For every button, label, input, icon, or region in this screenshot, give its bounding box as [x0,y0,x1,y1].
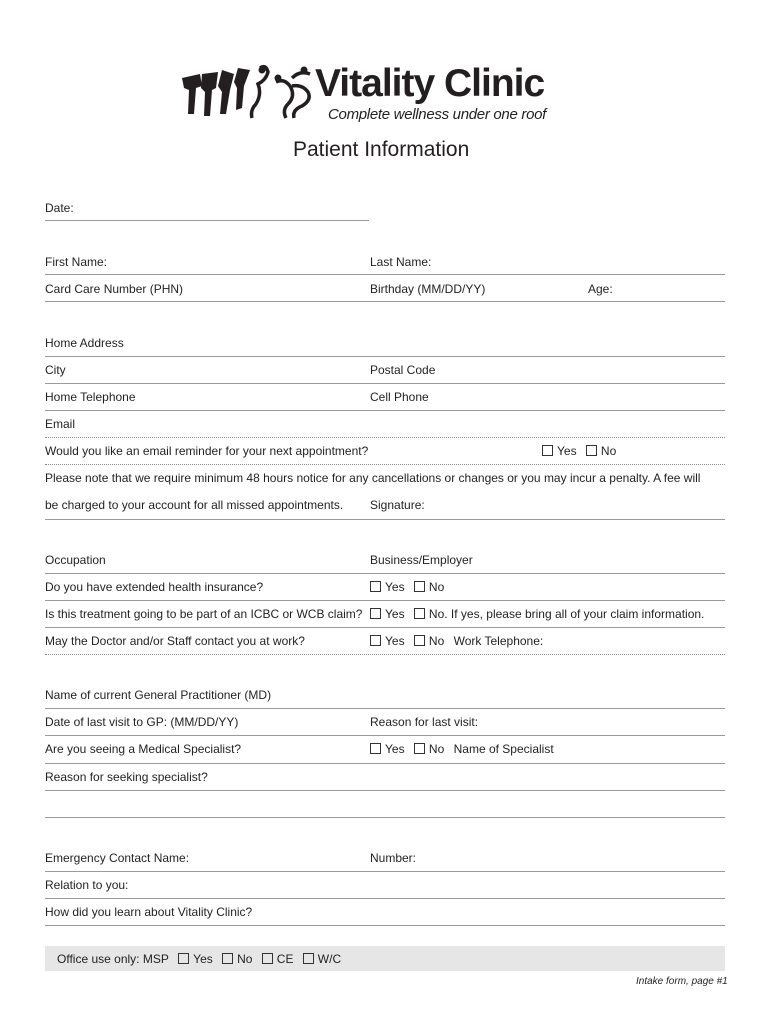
icbc-wcb-yes[interactable]: Yes [370,607,405,621]
email-reminder-options [542,444,622,458]
checkbox-icon[interactable] [542,445,553,456]
city-field-line[interactable] [45,383,725,384]
icbc-wcb-line [45,627,725,628]
office-msp-yes[interactable]: Yes [178,952,213,966]
office-use-options [57,952,347,966]
office-msp-no[interactable]: No [222,952,252,966]
checkbox-icon[interactable] [303,953,314,964]
checkbox-icon[interactable] [370,581,381,592]
work-telephone-label: Work Telephone: [453,634,544,648]
checkbox-icon[interactable] [586,445,597,456]
first-name-label: First Name: [45,255,108,269]
card-care-label: Card Care Number (PHN) [45,282,184,296]
office-wc[interactable]: W/C [303,952,341,966]
contact-at-work-yes[interactable]: Yes [370,634,405,648]
name-field-line[interactable] [45,274,725,275]
work-telephone-field[interactable] [45,654,725,655]
card-care-field-line[interactable] [45,301,725,302]
contact-at-work-no[interactable]: No [414,634,444,648]
email-reminder-line [45,464,725,465]
icbc-wcb-options [370,607,710,621]
occupation-label: Occupation [45,553,106,567]
reason-specialist-field-2[interactable] [45,817,725,818]
cell-phone-label: Cell Phone [370,390,429,404]
page-title: Patient Information [293,138,470,161]
seeing-specialist-yes[interactable]: Yes [370,742,405,756]
checkbox-icon[interactable] [370,743,381,754]
gp-name-field[interactable] [45,708,725,709]
reason-specialist-label: Reason for seeking specialist? [45,770,208,784]
age-label: Age: [588,282,613,296]
telephone-field-line[interactable] [45,410,725,411]
business-employer-label: Business/Employer [370,553,473,567]
checkbox-icon[interactable] [414,743,425,754]
signature-label: Signature: [370,498,425,512]
gp-name-label: Name of current General Practitioner (MD) [45,688,272,702]
clinic-brand-name: Vitality Clinic [315,62,545,105]
seeing-specialist-label: Are you seeing a Medical Specialist? [45,742,242,756]
checkbox-icon[interactable] [414,581,425,592]
checkbox-icon[interactable] [262,953,273,964]
email-reminder-label: Would you like an email reminder for your next appointment? [45,444,369,458]
checkbox-icon[interactable] [414,608,425,619]
specialist-name-field[interactable] [45,763,725,764]
last-name-label: Last Name: [370,255,432,269]
clinic-logo [180,64,560,124]
home-address-field[interactable] [45,356,725,357]
email-reminder-yes[interactable]: Yes [542,444,577,458]
postal-code-label: Postal Code [370,363,436,377]
extended-health-yes[interactable]: Yes [370,580,405,594]
contact-at-work-options [370,634,543,648]
office-ce[interactable]: CE [262,952,294,966]
extended-health-line [45,600,725,601]
home-telephone-label: Home Telephone [45,390,136,404]
seeing-specialist-options [370,742,554,756]
date-label: Date: [45,201,74,215]
city-label: City [45,363,66,377]
page-footer: Intake form, page #1 [636,976,728,987]
checkbox-icon[interactable] [370,635,381,646]
notice-text-line1: Please note that we require minimum 48 hours notice for any cancellations or changes or you may incur a penalty. A fee will [45,471,701,485]
email-field[interactable] [45,437,725,438]
gp-visit-field-line[interactable] [45,735,725,736]
checkbox-icon[interactable] [414,635,425,646]
birthday-label: Birthday (MM/DD/YY) [370,282,486,296]
emergency-contact-label: Emergency Contact Name: [45,851,190,865]
home-address-label: Home Address [45,336,124,350]
date-field[interactable] [45,220,369,221]
checkbox-icon[interactable] [178,953,189,964]
email-reminder-no[interactable]: No [586,444,616,458]
learn-about-field[interactable] [45,925,725,926]
reason-specialist-field[interactable] [45,790,725,791]
icbc-wcb-label: Is this treatment going to be part of an ICBC or WCB claim? [45,607,363,621]
email-label: Email [45,417,76,431]
checkbox-icon[interactable] [222,953,233,964]
extended-health-no[interactable]: No [414,580,444,594]
learn-about-label: How did you learn about Vitality Clinic? [45,905,253,919]
seeing-specialist-no[interactable]: No [414,742,444,756]
icbc-wcb-no[interactable]: No. If yes, please bring all of your claim information. [414,607,704,621]
checkbox-icon[interactable] [370,608,381,619]
reason-last-visit-label: Reason for last visit: [370,715,479,729]
gp-last-visit-label: Date of last visit to GP: (MM/DD/YY) [45,715,239,729]
emergency-contact-field[interactable] [45,871,725,872]
signature-field[interactable] [45,519,725,520]
relation-label: Relation to you: [45,878,129,892]
contact-at-work-label: May the Doctor and/or Staff contact you at work? [45,634,305,648]
number-label: Number: [370,851,417,865]
relation-field[interactable] [45,898,725,899]
name-specialist-label: Name of Specialist [453,742,554,756]
extended-health-label: Do you have extended health insurance? [45,580,264,594]
logo-figures-icon [180,64,315,126]
extended-health-options [370,580,450,594]
clinic-tagline: Complete wellness under one roof [328,106,547,123]
office-use-label: Office use only: MSP [57,952,169,966]
notice-text-line2: be charged to your account for all missed appointments. [45,498,344,512]
occupation-field-line[interactable] [45,573,725,574]
